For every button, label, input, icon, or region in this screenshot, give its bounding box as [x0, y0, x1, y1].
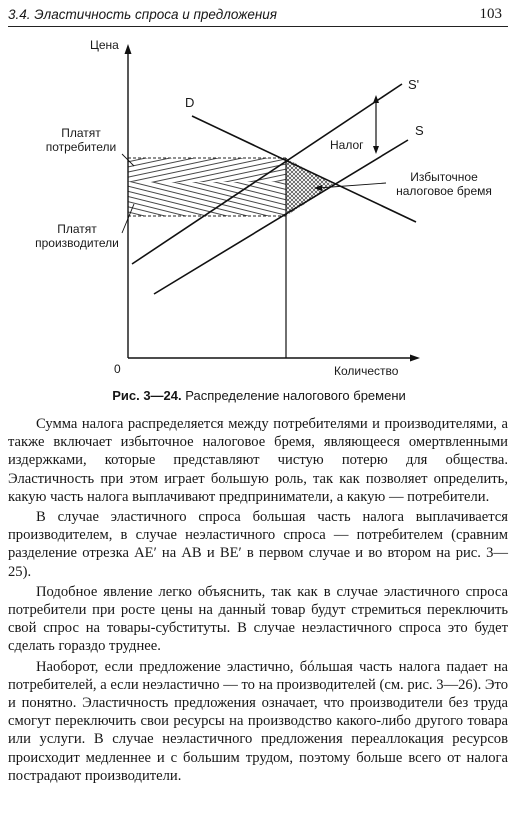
- excess-burden-label: [388, 170, 500, 198]
- y-axis-label: Цена: [90, 38, 119, 52]
- page-number: 103: [479, 6, 502, 22]
- x-axis-arrow: [410, 355, 420, 362]
- section-title: 3.4. Эластичность спроса и предложения: [8, 7, 278, 22]
- paragraph: Подобное явление легко объяснить, так как в случае эластичного спроса потребители при росте цены на данный товар будут стремиться переключить свой спрос на товары-субституты. В случае неэластичного спроса это будет сделать гораздо труднее.: [8, 583, 508, 655]
- excess-burden-line-2: налоговое бремя: [396, 184, 492, 198]
- origin-label: 0: [114, 362, 121, 376]
- supply-s-label: S: [415, 123, 424, 138]
- producers-pay-label: [30, 222, 124, 250]
- body-text: [8, 415, 508, 787]
- running-header: [8, 6, 508, 27]
- producer-share-area: [128, 182, 286, 216]
- paragraph: В случае эластичного спроса большая часть налога выплачивается производителем, в случае неэластичного спроса — потребителем (сравним разделение отрезка AE′ на AB и BE′ в первом случае и во втором на рис. 3—25).: [8, 509, 508, 580]
- y-axis-arrow: [125, 44, 132, 54]
- producers-pay-line-2: производители: [35, 236, 119, 250]
- paragraph: Сумма налога распределяется между потребителями и производителями, а также включает избыточное налоговое бремя, являющееся омертвленными издержками, которые представляют чистую потерю для общества. Эластичность при этом играет большую роль, так как позволяет определить, какую часть налога выплачивают предприниматели, а какую — потребители.: [8, 416, 508, 505]
- excess-burden-line-1: Избыточное: [410, 170, 478, 184]
- consumers-pay-line-2: потребители: [45, 140, 117, 154]
- figure-title: Распределение налогового бремени: [185, 388, 406, 403]
- x-axis-label: Количество: [334, 364, 399, 378]
- paragraph: Наоборот, если предложение эластично, бóльшая часть налога падает на потребителей, а если неэластично — то на производителей (см. рис. 3—26). Это и понятно. Эластичность предложения означает, что производители без труда смогут переключить свои ресурсы на производство какого-либо другого товара или услуги. В случае неэластичного предложения переаллокация ресурсов происходит медленнее и с большим трудом, поэтому больше всего от налога пострадают производители.: [8, 658, 508, 784]
- tax-arrow-head-down: [373, 146, 379, 154]
- demand-label: D: [185, 95, 195, 110]
- consumers-pay-label: [38, 126, 124, 154]
- consumers-pay-line-1: Платят: [61, 126, 101, 140]
- consumer-share-area: [128, 158, 286, 182]
- figure-number: Рис. 3—24.: [112, 388, 182, 403]
- tax-burden-diagram: [0, 28, 518, 388]
- producers-pay-line-1: Платят: [57, 222, 97, 236]
- figure-caption: [0, 388, 518, 403]
- tax-burden-figure: [0, 28, 518, 388]
- supply-s-prime-label: S': [408, 77, 420, 92]
- tax-label: Налог: [330, 138, 364, 152]
